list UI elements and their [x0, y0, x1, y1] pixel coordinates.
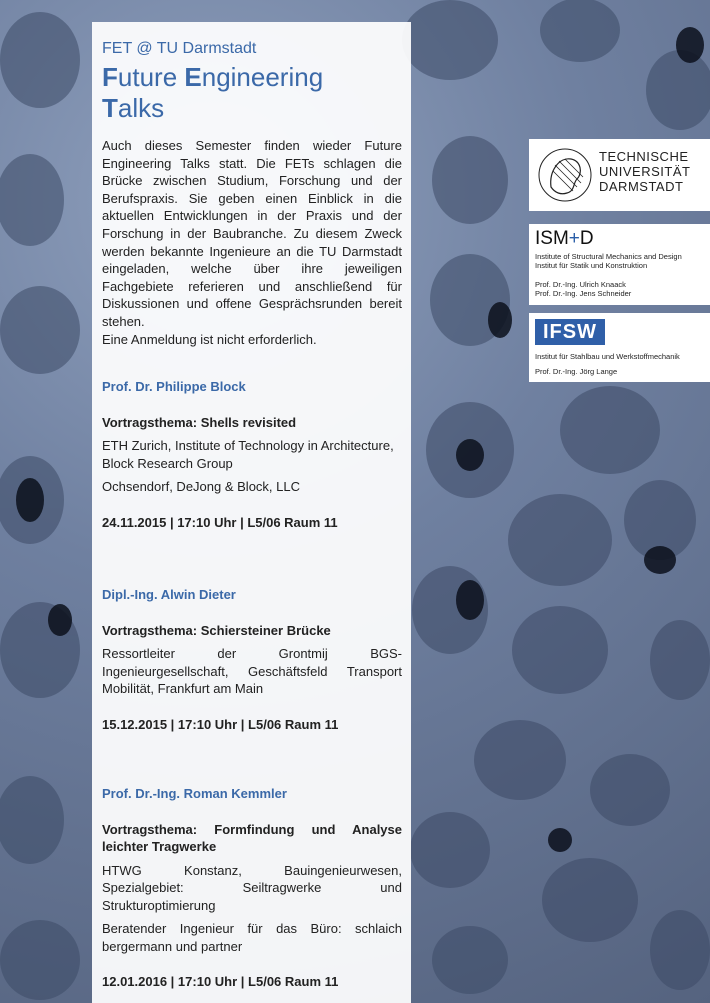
talk-date: 24.11.2015 | 17:10 Uhr | L5/06 Raum 11 — [102, 514, 338, 530]
talk-topic: Vortragsthema: Schiersteiner Brücke — [102, 622, 331, 638]
speaker-affiliation-2: Beratender Ingenieur für das Büro: schlaich bergermann und partner — [102, 921, 402, 954]
ism-prof-2: Prof. Dr.-Ing. Jens Schneider — [535, 289, 632, 298]
talk-topic: Vortragsthema: Formfindung und Analyse leichter Tragwerke — [102, 821, 402, 854]
title-part-1: uture — [117, 62, 185, 92]
title-initial-f: F — [102, 62, 118, 92]
tu-line-1: TECHNISCHE — [599, 149, 689, 164]
talk-date: 15.12.2015 | 17:10 Uhr | L5/06 Raum 11 — [102, 716, 339, 732]
ifsw-prof: Prof. Dr.-Ing. Jörg Lange — [535, 367, 618, 376]
speaker-name: Prof. Dr. Philippe Block — [102, 379, 246, 394]
title-initial-t: T — [102, 93, 118, 123]
speaker-name: Prof. Dr.-Ing. Roman Kemmler — [102, 786, 287, 801]
speaker-block-3 — [102, 785, 402, 991]
talk-date: 12.01.2016 | 17:10 Uhr | L5/06 Raum 11 — [102, 974, 339, 989]
athena-head-icon — [537, 147, 593, 203]
ism-d-logo — [529, 224, 710, 305]
ism-d: D — [579, 228, 594, 249]
intro-text — [102, 137, 402, 348]
tu-darmstadt-logo — [529, 139, 710, 211]
title-initial-e: E — [184, 62, 202, 92]
speaker-name: Dipl.-Ing. Alwin Dieter — [102, 587, 236, 602]
ism-plus: + — [568, 228, 580, 249]
tu-line-2: UNIVERSITÄT — [599, 164, 691, 179]
registration-note: Eine Anmeldung ist nicht erforderlich. — [102, 331, 317, 347]
title-part-3: alks — [117, 93, 165, 123]
intro-paragraph: Auch dieses Semester finden wieder Future Engineering Talks statt. Die FETs schlagen die Brücke zwischen Studium, Forschung und der Berufspraxis. Sie geben einen Einblick in die aktuellen Entwicklungen in der Praxis und der Forschung in der Baubranche. Zu diesem Zweck werden bekannte Ingenieure an die TU Darmstadt eingeladen, welche über ihre jeweiligen Fachgebiete referieren und anschließend für Diskussionen und offene Gesprächsrunden bereit stehen. — [102, 138, 402, 329]
tu-wordmark — [599, 149, 690, 194]
speaker-affiliation-2: Ochsendorf, DeJong & Block, LLC — [102, 479, 300, 494]
speaker-affiliation: HTWG Konstanz, Bauingenieurwesen, Spezialgebiet: Seiltragwerke und Strukturoptimierung — [102, 862, 402, 913]
speaker-affiliation: Ressortleiter der Grontmij BGS-Ingenieurgesellschaft, Geschäftsfeld Transport Mobilität, Frankfurt am Main — [102, 646, 402, 696]
speaker-affiliation: ETH Zurich, Institute of Technology in Architecture, Block Research Group — [102, 438, 394, 471]
speaker-block-2 — [102, 586, 402, 733]
ism-prof-1: Prof. Dr.-Ing. Ulrich Knaack — [535, 280, 626, 289]
ism-part: ISM — [535, 228, 569, 249]
page-title — [102, 62, 402, 124]
ifsw-logo — [529, 313, 710, 382]
ifsw-name: Institut für Stahlbau und Werkstoffmechanik — [535, 352, 680, 361]
content-panel — [92, 22, 411, 1003]
ifsw-wordmark: IFSW — [535, 319, 605, 345]
speaker-block-1 — [102, 378, 402, 531]
ism-name-en: Institute of Structural Mechanics and Design — [535, 252, 682, 261]
talk-topic: Vortragsthema: Shells revisited — [102, 414, 297, 430]
ism-wordmark — [535, 228, 594, 250]
title-part-2: ngineering — [201, 62, 324, 92]
ism-name-de: Institut für Statik und Konstruktion — [535, 261, 648, 270]
kicker: FET @ TU Darmstadt — [102, 40, 257, 57]
tu-line-3: DARMSTADT — [599, 179, 684, 194]
